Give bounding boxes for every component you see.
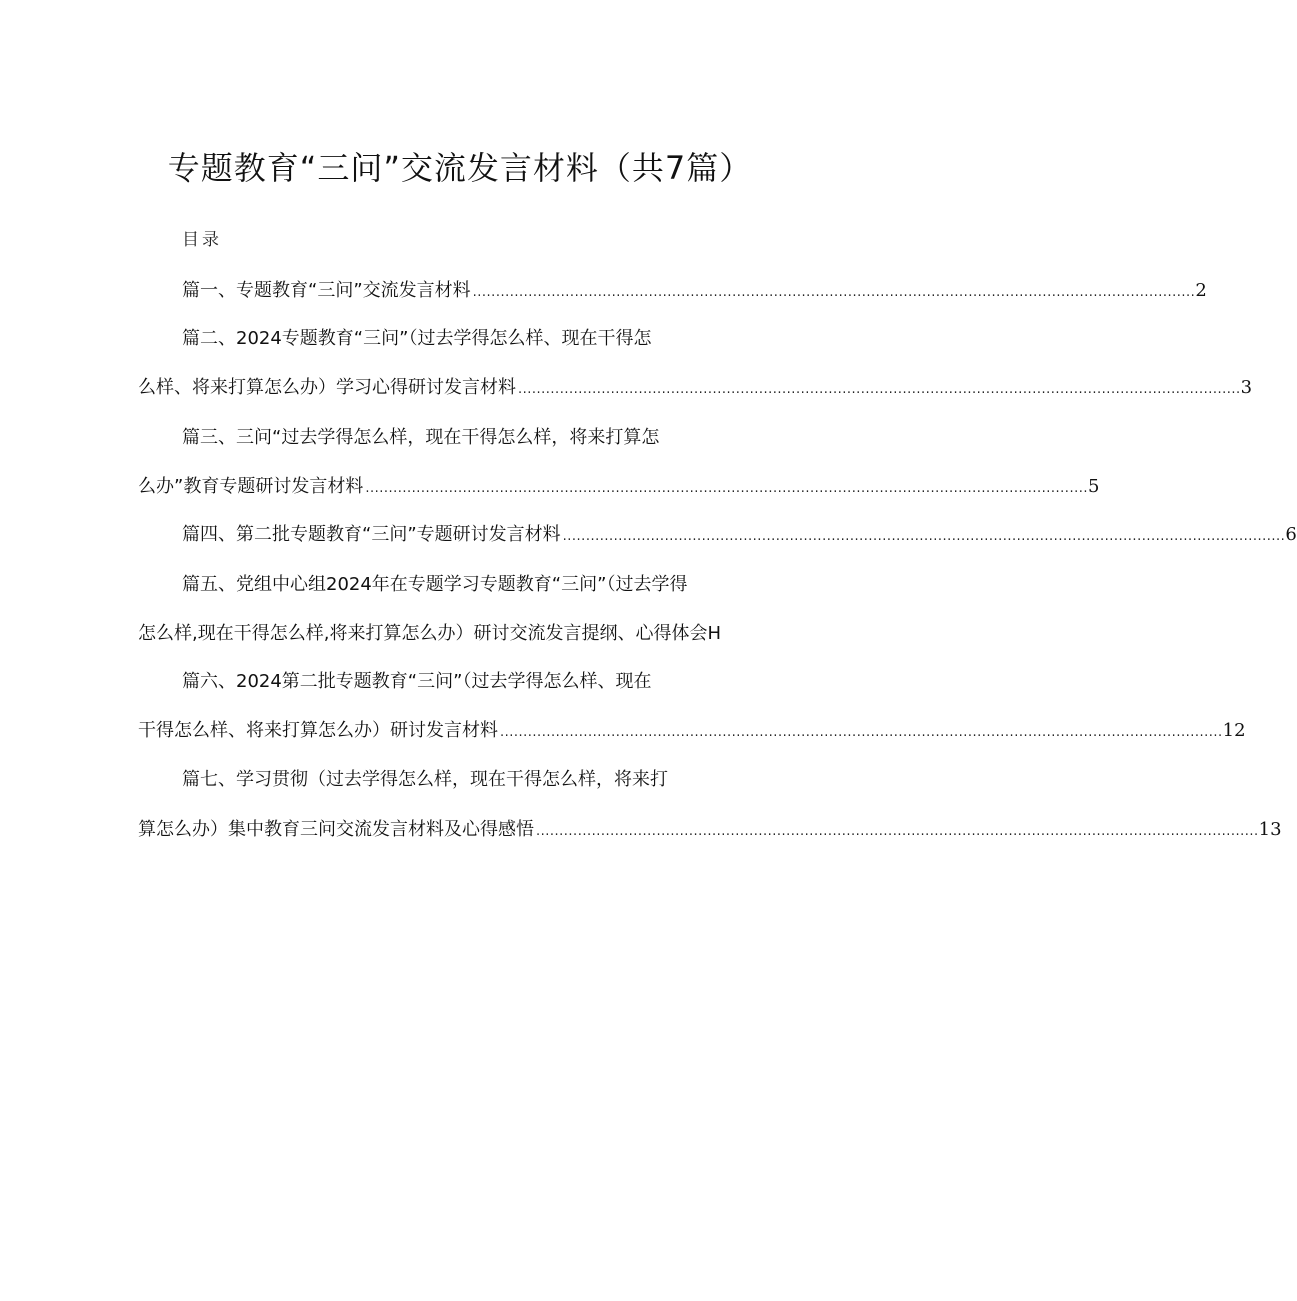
toc-leader-dots: ............................................................................................................................................................ xyxy=(472,285,1196,300)
toc-entry-5-title-part-1: 篇五、党组中心组2024年在专题学习专题教育“三问”（过去学得 xyxy=(182,574,688,595)
toc-entry-1-page: 2 xyxy=(1195,280,1207,301)
toc-entry-7-line-1[interactable] xyxy=(182,767,742,793)
toc-entry-7-line-2[interactable] xyxy=(138,817,1282,845)
toc-entry-5-title-part-2: 怎么样,现在干得怎么样,将来打算怎么办）研讨交流发言提纲、心得体会H xyxy=(138,623,721,644)
toc-entry-3-title-part-2: 么办”教育专题研讨发言材料 xyxy=(138,476,364,497)
toc-entry-6-line-1[interactable] xyxy=(182,669,742,695)
toc-entry-7-title-part-2: 算怎么办）集中教育三问交流发言材料及心得感悟 xyxy=(138,819,534,840)
toc-entry-6-title-part-2: 干得怎么样、将来打算怎么办）研讨发言材料 xyxy=(138,720,498,741)
toc-heading: 目录 xyxy=(182,230,222,250)
toc-entry-3-page: 5 xyxy=(1087,476,1100,497)
toc-leader-dots: ............................................................................................................................................................ xyxy=(536,824,1259,839)
toc-entry-3-line-2[interactable] xyxy=(138,474,1100,502)
toc-leader-dots: ............................................................................................................................................................ xyxy=(562,529,1286,544)
toc-entry-1-title: 篇一、专题教育“三问”交流发言材料 xyxy=(182,280,471,301)
toc-entry-1[interactable] xyxy=(182,278,1207,306)
toc-entry-2-title-part-2: 么样、将来打算怎么办）学习心得研讨发言材料 xyxy=(138,377,516,398)
toc-entry-4-title: 篇四、第二批专题教育“三问”专题研讨发言材料 xyxy=(182,524,561,545)
toc-entry-2-page: 3 xyxy=(1240,377,1253,398)
toc-entry-6-page: 12 xyxy=(1222,720,1246,741)
toc-entry-3-line-1[interactable] xyxy=(182,425,742,451)
toc-entry-5-line-1[interactable] xyxy=(182,572,792,598)
toc-leader-dots: ............................................................................................................................................................ xyxy=(500,725,1223,740)
toc-leader-dots: ............................................................................................................................................................ xyxy=(365,481,1088,496)
toc-entry-4[interactable] xyxy=(182,522,1297,550)
toc-entry-4-page: 6 xyxy=(1285,524,1297,545)
toc-entry-5-line-2[interactable] xyxy=(138,621,792,647)
toc-entry-2-line-2[interactable] xyxy=(138,375,1253,403)
toc-entry-6-title-part-1: 篇六、2024第二批专题教育“三问”（过去学得怎么样、现在 xyxy=(182,671,652,692)
document-title: 专题教育“三问”交流发言材料（共7篇） xyxy=(167,149,753,187)
toc-entry-2-line-1[interactable] xyxy=(182,326,742,352)
toc-entry-7-page: 13 xyxy=(1258,819,1282,840)
toc-entry-3-title-part-1: 篇三、三问“过去学得怎么样，现在干得怎么样，将来打算怎 xyxy=(182,427,660,448)
toc-entry-7-title-part-1: 篇七、学习贯彻（过去学得怎么样，现在干得怎么样，将来打 xyxy=(182,769,668,790)
toc-entry-2-title-part-1: 篇二、2024专题教育“三问”（过去学得怎么样、现在干得怎 xyxy=(182,328,652,349)
toc-entry-6-line-2[interactable] xyxy=(138,718,1246,746)
toc-leader-dots: ............................................................................................................................................................ xyxy=(518,382,1241,397)
